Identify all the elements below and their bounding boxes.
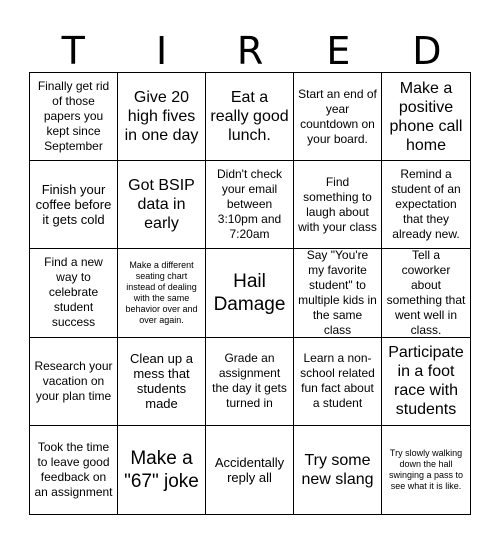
header-letter-t: T: [61, 29, 85, 73]
cell-text: Clean up a mess that students made: [130, 351, 193, 412]
bingo-cell[interactable]: [294, 426, 382, 514]
header-letter-d: D: [412, 29, 442, 73]
cell-text: Took the time to leave good feedback on an assignment: [34, 439, 113, 499]
cell-text: Accidentally reply all: [214, 454, 285, 485]
cell-text: Learn a non-school related fun fact about a student: [300, 351, 375, 411]
header-letter-e: E: [326, 29, 351, 73]
cell-text: Give 20 high fives in one day: [124, 89, 199, 145]
bingo-cell[interactable]: [206, 426, 294, 514]
bingo-cell[interactable]: [118, 73, 206, 161]
bingo-cell[interactable]: [294, 338, 382, 426]
cell-text: Didn't check your email between 3:10pm and 7:20am: [217, 167, 282, 242]
cell-text: Say "You're my favorite student" to multiple kids in the same class: [298, 249, 377, 337]
cell-text: Finish your coffee before it gets cold: [35, 182, 112, 228]
bingo-cell[interactable]: [118, 338, 206, 426]
bingo-cell[interactable]: [382, 338, 470, 426]
cell-text: Hail Damage: [213, 270, 286, 315]
cell-text: Try slowly walking down the hall swinging a pass to see what it is like.: [388, 447, 464, 491]
cell-text: Make a "67" joke: [124, 447, 199, 492]
bingo-cell[interactable]: [30, 73, 118, 161]
bingo-cell[interactable]: [382, 426, 470, 514]
bingo-cell[interactable]: [30, 426, 118, 514]
cell-text: Remind a student of an expectation that they already new.: [391, 167, 461, 242]
bingo-cell[interactable]: [118, 426, 206, 514]
header-letter-i: I: [156, 29, 168, 73]
bingo-cell[interactable]: [118, 161, 206, 249]
bingo-cell[interactable]: [382, 73, 470, 161]
bingo-cell[interactable]: [30, 161, 118, 249]
cell-text: Find a new way to celebrate student success: [44, 255, 103, 330]
bingo-cell[interactable]: [30, 249, 118, 337]
cell-text: Research your vacation on your plan time: [34, 358, 113, 403]
cell-text: Start an end of year countdown on your board.: [298, 86, 377, 146]
bingo-cell[interactable]: [382, 161, 470, 249]
bingo-cell[interactable]: [206, 249, 294, 337]
cell-text: Eat a really good lunch.: [210, 89, 289, 145]
bingo-cell[interactable]: [206, 338, 294, 426]
cell-text: Find something to laugh about with your class: [298, 174, 377, 234]
cell-text: Participate in a foot race with students: [388, 344, 464, 419]
bingo-cell[interactable]: [294, 249, 382, 337]
cell-text: Try some new slang: [301, 451, 374, 488]
bingo-cell[interactable]: [30, 338, 118, 426]
cell-text: Finally get rid of those papers you kept since September: [37, 79, 110, 154]
bingo-cell[interactable]: [118, 249, 206, 337]
bingo-grid: [29, 72, 471, 515]
cell-text: Grade an assignment the day it gets turned in: [212, 351, 287, 411]
bingo-cell[interactable]: [294, 73, 382, 161]
cell-text: Make a positive phone call home: [389, 79, 463, 154]
bingo-cell[interactable]: [206, 73, 294, 161]
bingo-cell[interactable]: [382, 249, 470, 337]
header-letter-r: R: [236, 29, 264, 73]
bingo-header: [29, 30, 471, 72]
cell-text: Got BSIP data in early: [128, 177, 195, 233]
cell-text: Make a different seating chart instead of dealing with the same behavior over and over again.: [125, 259, 198, 325]
cell-text: Tell a coworker about something that went well in class.: [386, 249, 466, 337]
bingo-cell[interactable]: [206, 161, 294, 249]
bingo-cell[interactable]: [294, 161, 382, 249]
